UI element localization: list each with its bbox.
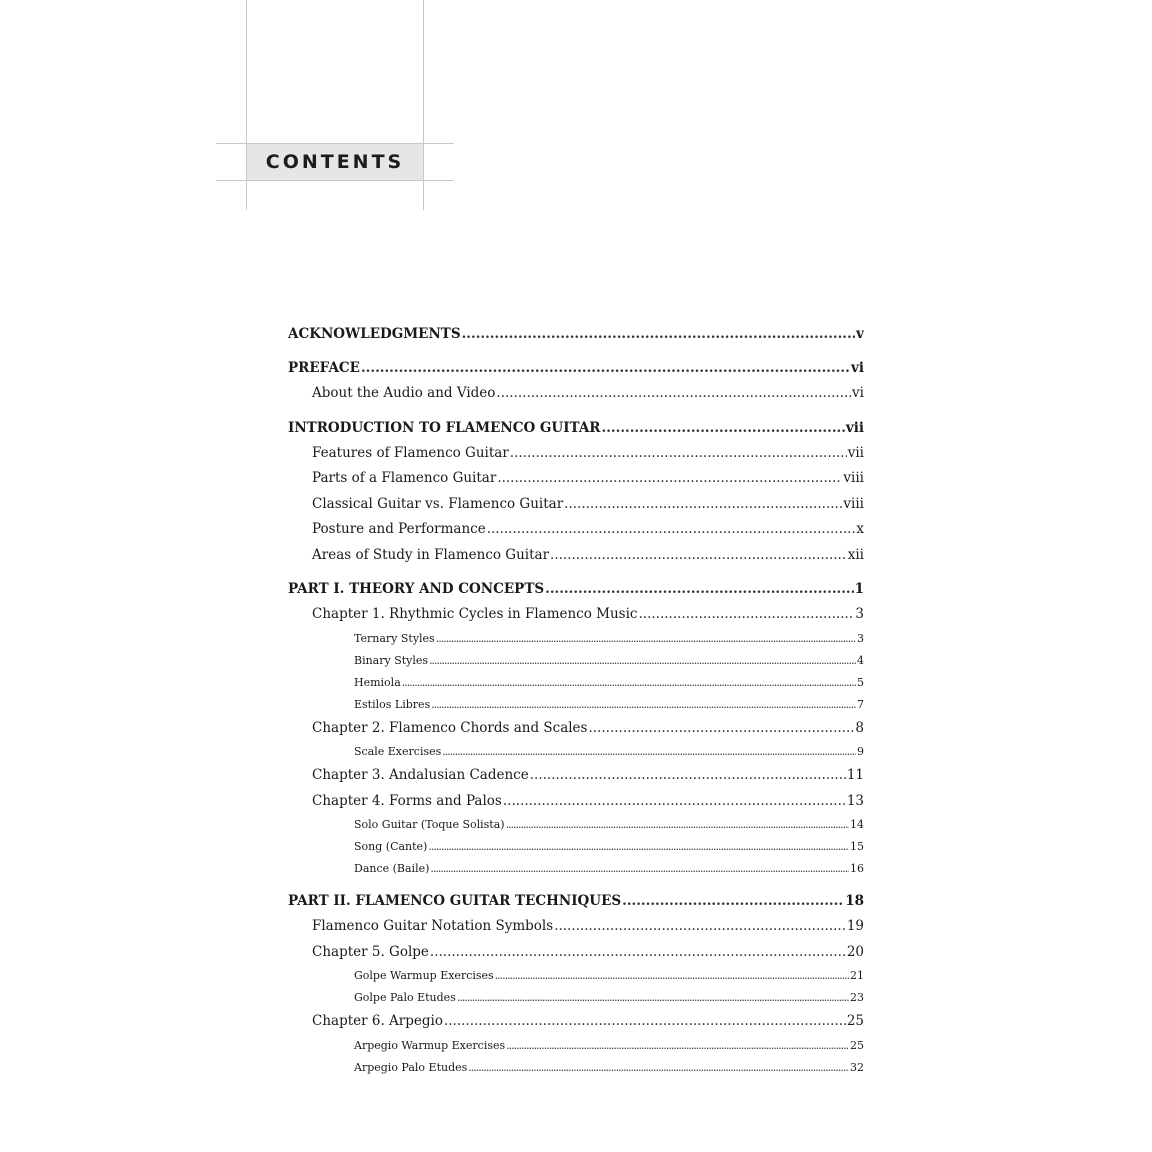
toc-subentry[interactable]: [288, 741, 864, 763]
page-title: CONTENTS: [265, 151, 405, 173]
toc-entry[interactable]: [288, 517, 864, 543]
toc-page-number: 8: [855, 719, 864, 736]
toc-entry-label: Song (Cante): [354, 840, 428, 853]
toc-entry-label: Arpegio Warmup Exercises: [354, 1038, 506, 1052]
dot-leader: [457, 987, 849, 1009]
toc-entry-label: Chapter 3. Andalusian Cadence: [312, 767, 529, 783]
toc-subentry[interactable]: [288, 694, 864, 716]
toc-entry-label: ACKNOWLEDGMENTS: [288, 326, 461, 342]
toc-entry[interactable]: [288, 543, 864, 569]
toc-page-number: 32: [850, 1060, 864, 1074]
toc-page-number: 1: [854, 581, 864, 597]
toc-entry-label: Dance (Baile): [354, 862, 430, 875]
toc-entry-label: PART II. FLAMENCO GUITAR TECHNIQUES: [288, 893, 622, 909]
toc-page-number: viii: [843, 470, 864, 486]
toc-section-entry[interactable]: [288, 322, 864, 347]
toc-page-number: 23: [850, 991, 864, 1004]
dot-leader: [436, 628, 856, 650]
toc-page-number: 11: [846, 767, 864, 783]
toc-entry-label: Chapter 2. Flamenco Chords and Scales: [312, 719, 588, 736]
toc-page-number: 5: [857, 675, 864, 689]
toc-subentry[interactable]: [288, 1057, 864, 1079]
toc-page-number: viii: [843, 495, 864, 512]
toc-entry-label: Golpe Warmup Exercises: [354, 969, 494, 982]
dot-leader: [468, 1057, 849, 1079]
toc-entry-label: Chapter 5. Golpe: [312, 943, 429, 960]
toc-subentry[interactable]: [288, 836, 864, 858]
toc-page-number: 4: [857, 653, 864, 667]
dot-leader: [622, 889, 844, 914]
dot-leader: [503, 789, 846, 815]
dot-leader: [430, 858, 849, 880]
toc-section-entry[interactable]: [288, 577, 864, 602]
frame-line-bottom: [216, 180, 454, 181]
toc-page-number: 7: [857, 697, 864, 711]
toc-page-number: 18: [845, 893, 864, 909]
dot-leader: [602, 416, 845, 441]
toc-page-number: 15: [850, 840, 864, 853]
toc-subentry[interactable]: [288, 672, 864, 694]
toc-subentry[interactable]: [288, 814, 864, 836]
toc-subentry[interactable]: [288, 1035, 864, 1057]
toc-entry-label: Scale Exercises: [354, 745, 442, 758]
dot-leader: [554, 914, 846, 940]
toc-subentry[interactable]: [288, 987, 864, 1009]
dot-leader: [545, 577, 853, 602]
toc-entry-label: Arpegio Palo Etudes: [354, 1060, 468, 1074]
toc-entry-label: Parts of a Flamenco Guitar: [312, 470, 497, 486]
dot-leader: [431, 694, 856, 716]
toc-entry[interactable]: [288, 716, 864, 742]
toc-entry-label: Flamenco Guitar Notation Symbols: [312, 918, 554, 934]
toc-page-number: 20: [846, 943, 864, 960]
toc-page-number: vi: [851, 360, 864, 376]
dot-leader: [506, 814, 849, 836]
toc-entry-label: Areas of Study in Flamenco Guitar: [312, 546, 550, 563]
toc-page-number: 3: [857, 631, 864, 645]
toc-entry-label: Estilos Libres: [354, 697, 431, 711]
dot-leader: [442, 741, 856, 763]
toc-entry[interactable]: [288, 789, 864, 815]
toc-page-number: v: [856, 326, 864, 342]
dot-leader: [430, 940, 846, 966]
toc-entry-label: Binary Styles: [354, 653, 429, 667]
dot-leader: [444, 1009, 846, 1035]
toc-page-number: 14: [850, 818, 864, 831]
toc-entry[interactable]: [288, 914, 864, 940]
dot-leader: [361, 356, 850, 381]
dot-leader: [510, 441, 847, 467]
toc-subentry[interactable]: [288, 965, 864, 987]
toc-page-number: 13: [846, 792, 864, 809]
frame-line-right: [423, 0, 424, 210]
table-of-contents: [288, 322, 864, 1079]
toc-entry-label: Solo Guitar (Toque Solista): [354, 818, 505, 831]
dot-leader: [487, 517, 856, 543]
dot-leader: [496, 381, 851, 407]
toc-page-number: 25: [850, 1038, 864, 1052]
toc-entry-label: Ternary Styles: [354, 631, 435, 645]
toc-entry-label: About the Audio and Video: [312, 385, 496, 401]
dot-leader: [462, 322, 856, 347]
toc-page-number: xii: [847, 546, 864, 563]
toc-section-entry[interactable]: [288, 889, 864, 914]
toc-page-number: 25: [846, 1013, 864, 1029]
toc-entry[interactable]: [288, 602, 864, 628]
toc-entry[interactable]: [288, 940, 864, 966]
toc-entry[interactable]: [288, 763, 864, 789]
toc-entry-label: Hemiola: [354, 675, 401, 689]
toc-page-number: vii: [845, 419, 864, 436]
toc-page-number: 21: [850, 969, 864, 982]
toc-section-entry[interactable]: [288, 416, 864, 441]
dot-leader: [429, 650, 856, 672]
toc-entry-label: Classical Guitar vs. Flamenco Guitar: [312, 495, 564, 512]
toc-entry-label: Posture and Performance: [312, 521, 486, 537]
toc-page-number: x: [856, 521, 864, 537]
dot-leader: [588, 716, 854, 742]
dot-leader: [428, 836, 849, 858]
toc-entry-label: Chapter 1. Rhythmic Cycles in Flamenco Music: [312, 606, 638, 622]
toc-entry-label: Features of Flamenco Guitar: [312, 444, 509, 461]
dot-leader: [506, 1035, 849, 1057]
toc-entry[interactable]: [288, 492, 864, 518]
toc-entry-label: PREFACE: [288, 360, 360, 376]
toc-section-entry[interactable]: [288, 356, 864, 381]
toc-entry-label: PART I. THEORY AND CONCEPTS: [288, 581, 545, 597]
toc-subentry[interactable]: [288, 650, 864, 672]
toc-subentry[interactable]: [288, 628, 864, 650]
dot-leader: [497, 466, 842, 492]
toc-entry-label: INTRODUCTION TO FLAMENCO GUITAR: [288, 419, 601, 436]
toc-page-number: vii: [847, 444, 864, 461]
toc-entry-label: Golpe Palo Etudes: [354, 991, 456, 1004]
dot-leader: [639, 602, 855, 628]
toc-entry-label: Chapter 4. Forms and Palos: [312, 792, 502, 809]
toc-entry[interactable]: [288, 441, 864, 467]
dot-leader: [550, 543, 847, 569]
heading-box: [247, 144, 423, 180]
toc-subentry[interactable]: [288, 858, 864, 880]
toc-entry[interactable]: [288, 466, 864, 492]
toc-page-number: vi: [852, 385, 864, 401]
toc-entry-label: Chapter 6. Arpegio: [312, 1013, 443, 1029]
dot-leader: [530, 763, 846, 789]
toc-page-number: 19: [846, 918, 864, 934]
toc-page-number: 16: [850, 862, 864, 875]
dot-leader: [495, 965, 849, 987]
toc-entry[interactable]: [288, 1009, 864, 1035]
dot-leader: [564, 492, 842, 518]
dot-leader: [402, 672, 856, 694]
toc-page-number: 9: [857, 745, 864, 758]
toc-page-number: 3: [855, 606, 864, 622]
toc-entry[interactable]: [288, 381, 864, 407]
